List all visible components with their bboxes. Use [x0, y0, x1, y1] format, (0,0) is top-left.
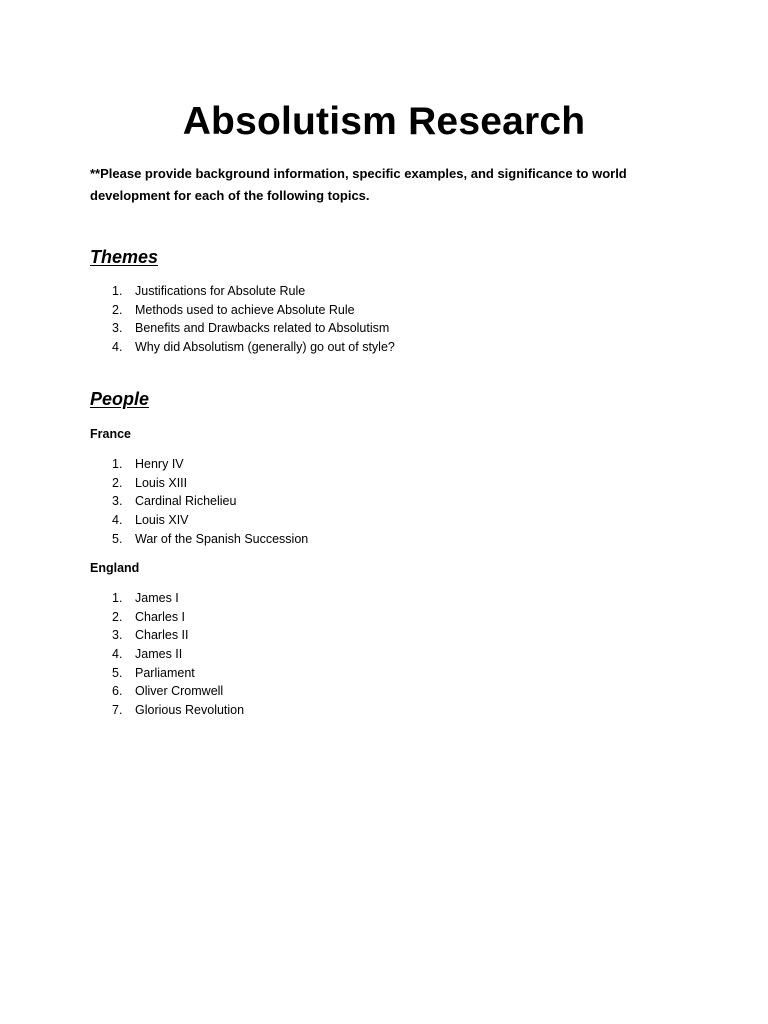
- list-number: 7.: [112, 703, 123, 718]
- list-number: 1.: [112, 457, 123, 471]
- list-number: 2.: [112, 609, 123, 624]
- list-number: 5.: [112, 531, 123, 546]
- list-item-text: Parliament: [135, 665, 195, 680]
- list-item-text: Oliver Cromwell: [135, 684, 224, 699]
- england-subheading: England: [90, 561, 140, 575]
- list-number: 3.: [112, 628, 123, 643]
- list-item-text: Glorious Revolution: [135, 703, 245, 718]
- people-heading: People: [90, 389, 150, 409]
- list-number: 3.: [112, 321, 123, 336]
- list-number: 3.: [112, 494, 123, 509]
- list-number: 2.: [112, 302, 123, 317]
- list-number: 6.: [112, 684, 123, 699]
- list-item-text: Charles II: [135, 628, 189, 643]
- list-number: 4.: [112, 647, 123, 662]
- list-item-text: Louis XIV: [135, 513, 189, 528]
- list-number: 1.: [112, 591, 123, 605]
- list-item-text: Louis XIII: [135, 475, 188, 490]
- list-number: 4.: [112, 340, 123, 355]
- themes-heading: Themes: [90, 247, 159, 267]
- intro-instructions: **Please provide background information, specific examples, and significance to world development for each of the following topics.: [90, 166, 627, 203]
- list-item-text: James I: [135, 591, 179, 605]
- list-number: 5.: [112, 665, 123, 680]
- list-number: 2.: [112, 475, 123, 490]
- list-item-text: James II: [135, 647, 183, 662]
- list-item-text: War of the Spanish Succession: [135, 531, 309, 546]
- list-item-text: Cardinal Richelieu: [135, 494, 237, 509]
- list-item-text: Charles I: [135, 609, 186, 624]
- document-title: Absolutism Research: [182, 100, 586, 143]
- list-item-text: Henry IV: [135, 457, 184, 471]
- list-item-text: Methods used to achieve Absolute Rule: [135, 302, 355, 317]
- list-item-text: Benefits and Drawbacks related to Absolutism: [135, 321, 390, 336]
- list-number: 1.: [112, 284, 123, 298]
- france-subheading: France: [90, 427, 131, 441]
- list-item-text: Why did Absolutism (generally) go out of style?: [135, 340, 395, 355]
- list-item-text: Justifications for Absolute Rule: [135, 284, 306, 298]
- list-number: 4.: [112, 513, 123, 528]
